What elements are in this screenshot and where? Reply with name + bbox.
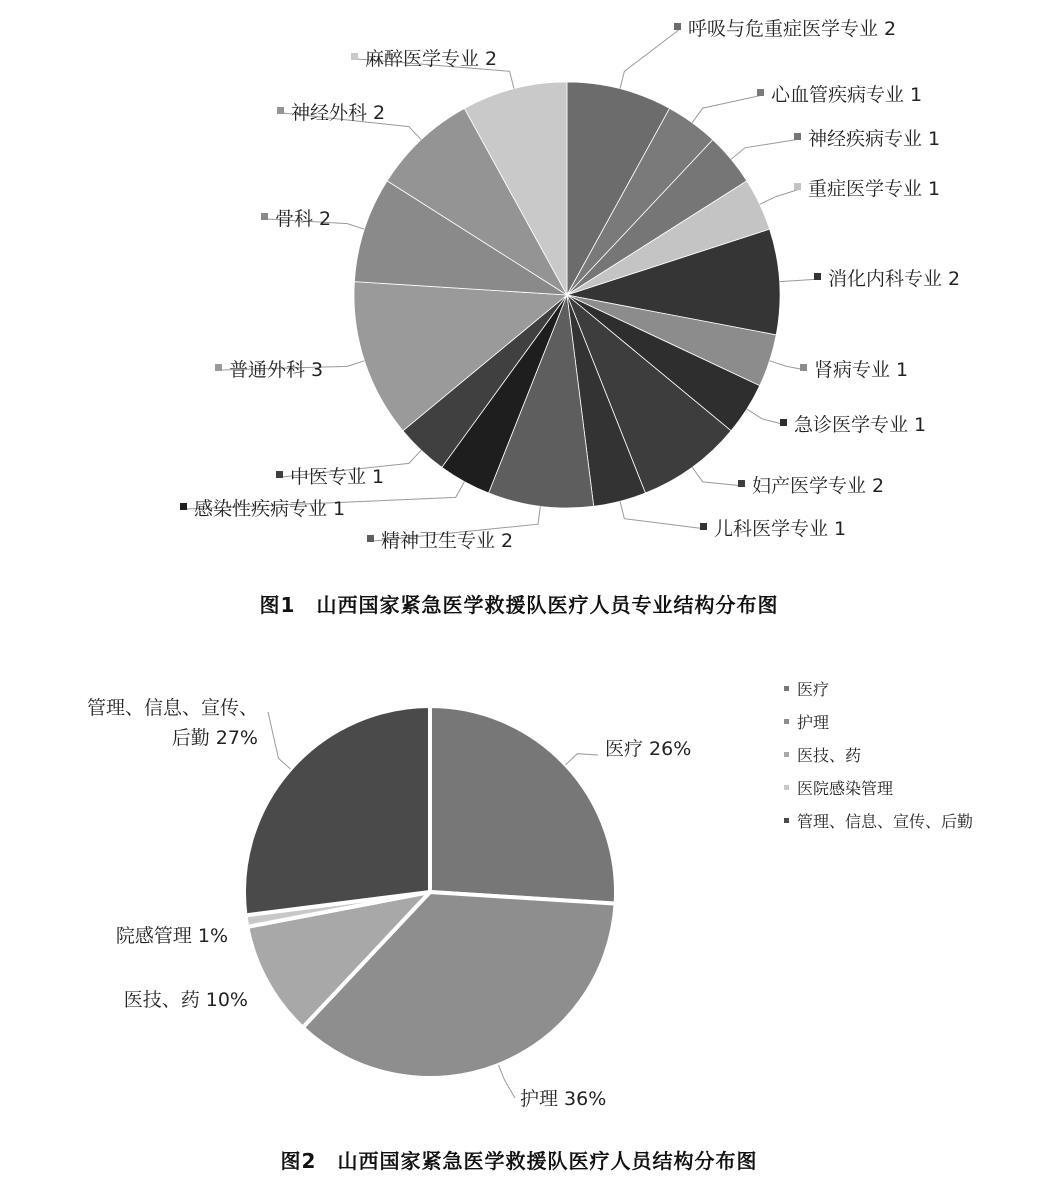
slice-label: 医疗 26% (605, 738, 692, 760)
label-marker (180, 503, 187, 510)
legend-entry: 医院感染管理 (797, 779, 894, 798)
slice-label: 重症医学专业 1 (808, 178, 941, 200)
leader-line (268, 712, 291, 769)
slice-label: 精神卫生专业 2 (381, 530, 514, 552)
slice-label: 麻醉医学专业 2 (365, 48, 498, 70)
slice-label: 妇产医学专业 2 (752, 475, 885, 497)
slice-label: 神经外科 2 (291, 102, 386, 124)
leader-line (620, 501, 706, 529)
slice-label: 心血管疾病专业 1 (771, 84, 923, 106)
legend-marker (784, 818, 789, 823)
slice-label: 神经疾病专业 1 (808, 128, 941, 150)
figure-2-caption: 图2 山西国家紧急医学救援队医疗人员结构分布图 (280, 1149, 758, 1173)
figure-1-caption: 图1 山西国家紧急医学救援队医疗人员专业结构分布图 (259, 593, 779, 617)
slice-label: 医技、药 10% (123, 989, 248, 1011)
leader-line (566, 754, 598, 765)
slice-label: 骨科 2 (275, 208, 332, 230)
pie-chart-staff-structure (244, 706, 616, 1078)
label-marker (276, 471, 283, 478)
slice-label: 中医专业 1 (290, 466, 385, 488)
label-marker (351, 53, 358, 60)
label-marker (757, 89, 764, 96)
legend-entry: 医技、药 (797, 746, 862, 765)
pie-chart-specialty (354, 82, 780, 508)
leader-line (620, 29, 680, 89)
legend-marker (784, 686, 789, 691)
slice-label: 普通外科 3 (229, 359, 324, 381)
leader-line (731, 139, 800, 159)
label-marker (700, 523, 707, 530)
legend-entry: 护理 (797, 713, 830, 732)
slice-label: 消化内科专业 2 (828, 268, 961, 290)
label-marker (800, 364, 807, 371)
label-marker (814, 273, 821, 280)
label-marker (674, 23, 681, 30)
leader-line (760, 189, 800, 204)
leader-line (780, 279, 820, 282)
label-marker (261, 213, 268, 220)
slice-label: 肾病专业 1 (814, 359, 909, 381)
slice-label: 呼吸与危重症医学专业 2 (688, 18, 897, 40)
label-marker (738, 480, 745, 487)
label-marker (780, 419, 787, 426)
legend-entry: 管理、信息、宣传、后勤 (797, 812, 974, 831)
legend-marker (784, 719, 789, 724)
leader-line (692, 467, 744, 486)
slice-label: 急诊医学专业 1 (794, 414, 927, 436)
label-marker (367, 535, 374, 542)
slice-label: 院感管理 1% (115, 925, 228, 947)
leader-line (692, 95, 763, 123)
label-marker (215, 364, 222, 371)
slice-label: 儿科医学专业 1 (714, 518, 847, 540)
legend-marker (784, 752, 789, 757)
pie-slice (430, 706, 616, 904)
pie-slice (244, 706, 430, 915)
legend-marker (784, 785, 789, 790)
slice-label: 感染性疾病专业 1 (194, 498, 346, 520)
leader-line (499, 1065, 516, 1098)
label-marker (277, 107, 284, 114)
slice-label: 护理 36% (520, 1088, 607, 1110)
legend-entry: 医疗 (797, 680, 830, 699)
label-marker (794, 133, 801, 140)
label-marker (794, 183, 801, 190)
pie-chart-staff-structure-legend (784, 680, 973, 831)
slice-label: 管理、信息、宣传、后勤 27% (86, 697, 258, 749)
